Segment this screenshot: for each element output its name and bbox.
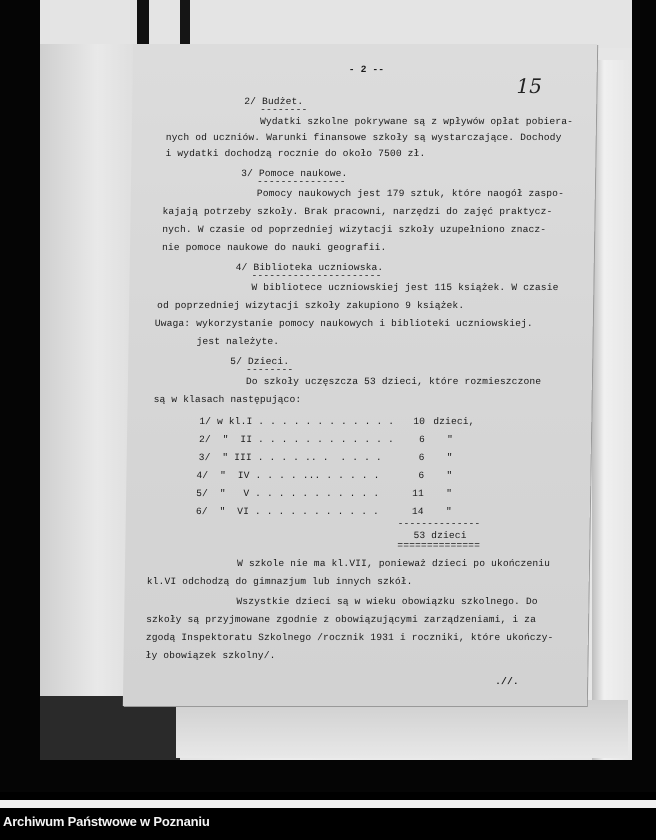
paragraph-line: Do szkoły uczęszcza 53 dzieci, które rozmieszczone bbox=[245, 376, 542, 387]
paragraph-line: od poprzedniej wizytacji szkoły zakupiono 9 książek. bbox=[157, 300, 465, 311]
heading-underline: --------------- bbox=[256, 176, 346, 187]
document-page bbox=[123, 44, 597, 706]
binding-strip bbox=[180, 0, 190, 44]
sum-rule: -------------- bbox=[397, 518, 481, 529]
paragraph-line: Wydatki szkolne pokrywane są z wpływów opłat pobiera- bbox=[259, 116, 574, 127]
total-rule: ============== bbox=[397, 540, 481, 551]
right-sheet-edge bbox=[592, 60, 632, 760]
class-row-label: 2/ " II . . . . . . . . . . . . bbox=[198, 434, 395, 445]
background-sheet-top bbox=[40, 0, 632, 48]
class-row-unit: " bbox=[446, 488, 453, 499]
class-row-unit: dzieci, bbox=[433, 416, 475, 427]
paragraph-line: szkoły są przyjmowane zgodnie z obowiązującymi zarządzeniami, i za bbox=[146, 614, 537, 625]
paragraph-line: ły obowiązek szkolny/. bbox=[145, 650, 276, 661]
class-row-count: 14 bbox=[411, 506, 424, 517]
paragraph-line: nych. W czasie od poprzedniej wizytacji szkoły uzupełniono znacz- bbox=[162, 224, 547, 235]
class-row-count: 6 bbox=[418, 434, 425, 445]
paragraph-line: i wydatki dochodzą rocznie do około 7500 zł. bbox=[165, 148, 426, 159]
divider-band bbox=[0, 800, 656, 808]
paragraph-line: Wszystkie dzieci są w wieku obowiązku szkolnego. Do bbox=[236, 596, 538, 607]
paragraph-line: Pomocy naukowych jest 179 sztuk, które naogół zaspo- bbox=[256, 188, 565, 199]
heading-underline: -------- bbox=[260, 104, 308, 115]
paragraph-line: kl.VI odchodzą do gimnazjum lub innych szkół. bbox=[146, 576, 413, 587]
class-row-label: 6/ " VI . . . . . . . . . . . bbox=[195, 506, 380, 517]
paragraph-line: W bibliotece uczniowskiej jest 115 książek. W czasie bbox=[251, 282, 559, 293]
section-heading-children: 5/ Dzieci. bbox=[230, 356, 290, 367]
class-row-label: 5/ " V . . . . . . . . . . . bbox=[196, 488, 380, 499]
heading-underline: -------- bbox=[246, 364, 294, 375]
total-count: 53 dzieci bbox=[413, 530, 467, 541]
class-row-label: 1/ w kl.I . . . . . . . . . . . . bbox=[199, 416, 395, 427]
class-row-count: 6 bbox=[418, 470, 425, 481]
class-row-label: 3/ " III . . . . .. . . . . . bbox=[198, 452, 382, 463]
page-number: - 2 -- bbox=[348, 64, 385, 75]
note-line: jest należyte. bbox=[196, 336, 280, 347]
left-underlying-sheet bbox=[40, 44, 138, 696]
paragraph-line: W szkole nie ma kl.VII, ponieważ dzieci po ukończeniu bbox=[236, 558, 551, 569]
class-row-unit: " bbox=[445, 506, 452, 517]
note-line: Uwaga: wykorzystanie pomocy naukowych i biblioteki uczniowskiej. bbox=[154, 318, 533, 329]
class-row-count: 10 bbox=[413, 416, 426, 427]
paragraph-line: kajają potrzeby szkoły. Brak pracowni, narzędzi do zajęć praktycz- bbox=[162, 206, 553, 217]
heading-underline: ---------------------- bbox=[251, 270, 382, 281]
paragraph-line: nie pomoce naukowe do nauki geografii. bbox=[161, 242, 387, 253]
continuation-mark: .//. bbox=[495, 676, 519, 687]
class-row-unit: " bbox=[446, 452, 453, 463]
class-row-count: 11 bbox=[412, 488, 425, 499]
paragraph-line: zgodą Inspektoratu Szkolnego /rocznik 1931 i roczniki, które ukończy- bbox=[145, 632, 554, 643]
bottom-underlying-sheet bbox=[176, 700, 628, 758]
handwritten-folio-number: 15 bbox=[516, 74, 543, 98]
paragraph-line: są w klasach następująco: bbox=[153, 394, 302, 405]
section-heading-teaching-aids: 3/ Pomoce naukowe. bbox=[241, 168, 348, 179]
class-row-unit: " bbox=[446, 470, 453, 481]
section-heading-library: 4/ Biblioteka uczniowska. bbox=[235, 262, 384, 273]
archive-footer-label: Archiwum Państwowe w Poznaniu bbox=[3, 814, 210, 829]
section-heading-budget: 2/ Budżet. bbox=[244, 96, 304, 107]
class-row-label: 4/ " IV . . . . ... . . . . . bbox=[196, 470, 380, 481]
binding-strip bbox=[137, 0, 149, 46]
paragraph-line: nych od uczniów. Warunki finansowe szkoły są wystarczające. Dochody bbox=[165, 132, 562, 143]
class-row-unit: " bbox=[446, 434, 453, 445]
class-row-count: 6 bbox=[418, 452, 425, 463]
